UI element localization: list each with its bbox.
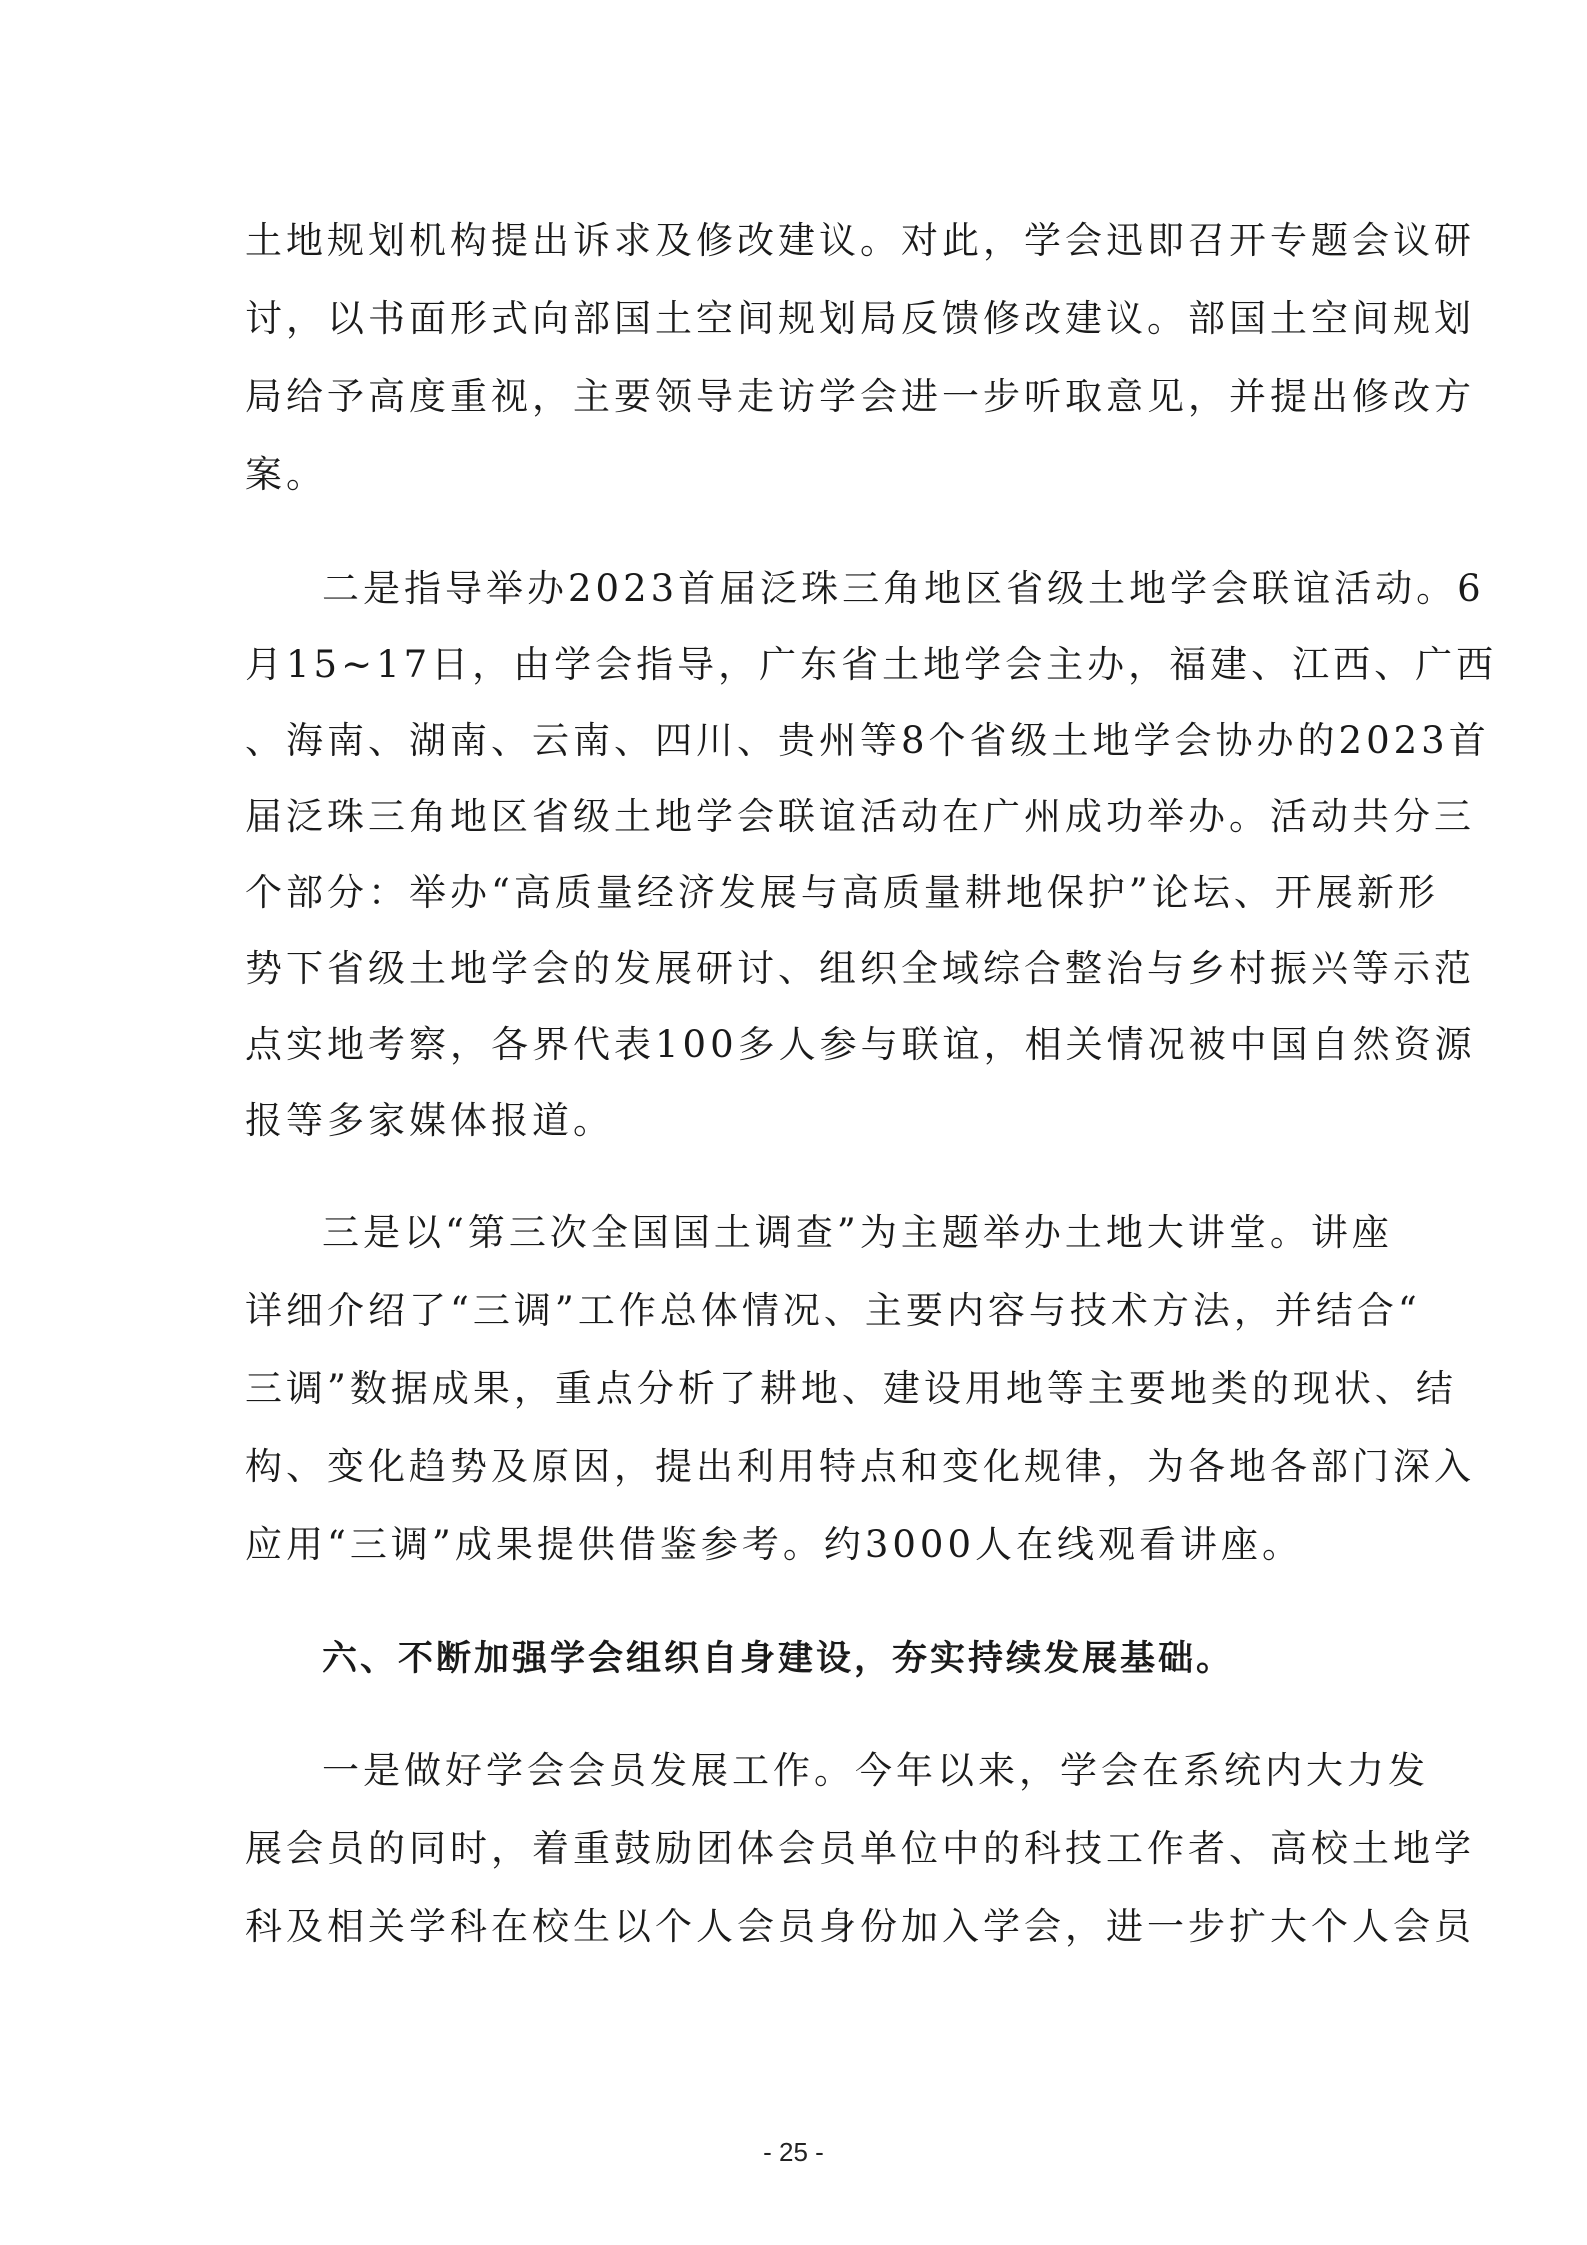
paragraph-1-line-4: 案。 <box>245 453 327 496</box>
paragraph-2-line-3: 、海南、湖南、云南、四川、贵州等8个省级土地学会协办的2023首 <box>245 719 1490 762</box>
paragraph-4-line-2: 展会员的同时，着重鼓励团体会员单位中的科技工作者、高校土地学 <box>245 1827 1475 1870</box>
paragraph-4-line-3: 科及相关学科在校生以个人会员身份加入学会，进一步扩大个人会员 <box>245 1905 1475 1948</box>
paragraph-3-line-1: 三是以“第三次全国国土调查”为主题举办土地大讲堂。讲座 <box>322 1211 1393 1254</box>
paragraph-3-line-3: 三调”数据成果，重点分析了耕地、建设用地等主要地类的现状、结 <box>245 1367 1457 1410</box>
paragraph-1-line-2: 讨，以书面形式向部国土空间规划局反馈修改建议。部国土空间规划 <box>245 297 1475 340</box>
paragraph-2-line-7: 点实地考察，各界代表100多人参与联谊，相关情况被中国自然资源 <box>245 1023 1476 1066</box>
paragraph-2-line-5: 个部分：举办“高质量经济发展与高质量耕地保护”论坛、开展新形 <box>245 871 1439 914</box>
paragraph-3-line-4: 构、变化趋势及原因，提出利用特点和变化规律，为各地各部门深入 <box>245 1445 1475 1488</box>
paragraph-3-line-5: 应用“三调”成果提供借鉴参考。约3000人在线观看讲座。 <box>245 1523 1303 1566</box>
paragraph-3-line-2: 详细介绍了“三调”工作总体情况、主要内容与技术方法，并结合“ <box>245 1289 1421 1332</box>
paragraph-2-line-4: 届泛珠三角地区省级土地学会联谊活动在广州成功举办。活动共分三 <box>245 795 1475 838</box>
page-number: - 25 - <box>763 2137 824 2167</box>
paragraph-2-line-1: 二是指导举办2023首届泛珠三角地区省级土地学会联谊活动。6 <box>322 567 1485 610</box>
paragraph-2-line-2: 月15~17日，由学会指导，广东省土地学会主办，福建、江西、广西 <box>245 643 1498 686</box>
paragraph-1-line-3: 局给予高度重视，主要领导走访学会进一步听取意见，并提出修改方 <box>245 375 1475 418</box>
paragraph-4-line-1: 一是做好学会会员发展工作。今年以来，学会在系统内大力发 <box>322 1749 1429 1792</box>
section-heading: 六、不断加强学会组织自身建设，夯实持续发展基础。 <box>322 1639 1235 1679</box>
paragraph-1-line-1: 土地规划机构提出诉求及修改建议。对此，学会迅即召开专题会议研 <box>245 219 1475 262</box>
paragraph-2-line-6: 势下省级土地学会的发展研讨、组织全域综合整治与乡村振兴等示范 <box>245 947 1475 990</box>
paragraph-2-line-8: 报等多家媒体报道。 <box>245 1099 614 1142</box>
